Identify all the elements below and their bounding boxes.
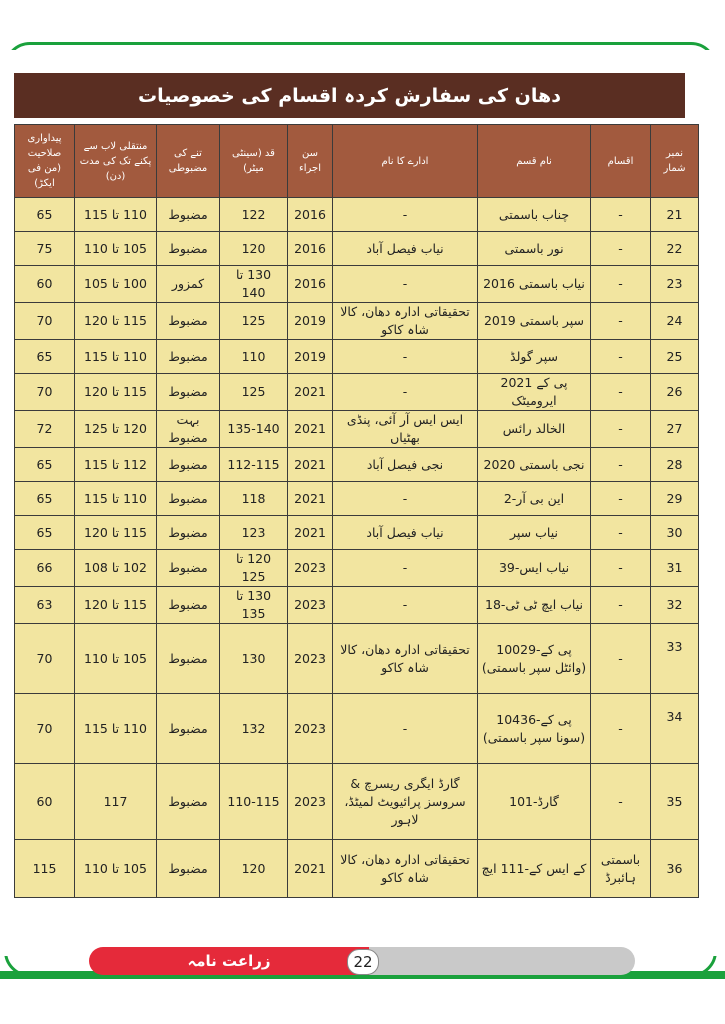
cell-serial: 29 bbox=[651, 482, 699, 516]
cell-yield: 66 bbox=[15, 550, 75, 587]
cell-height: 135-140 bbox=[220, 411, 288, 448]
cell-year: 2023 bbox=[288, 587, 333, 624]
table-row bbox=[15, 303, 699, 340]
cell-year: 2023 bbox=[288, 550, 333, 587]
cell-maturity: 112 تا 115 bbox=[75, 448, 157, 482]
cell-year: 2021 bbox=[288, 411, 333, 448]
cell-height: 110 bbox=[220, 340, 288, 374]
cell-maturity: 110 تا 115 bbox=[75, 694, 157, 764]
cell-serial: 24 bbox=[651, 303, 699, 340]
cell-year: 2021 bbox=[288, 374, 333, 411]
cell-variety: سپر گولڈ bbox=[478, 340, 591, 374]
cell-category: - bbox=[591, 340, 651, 374]
cell-variety: نیاب ایس-39 bbox=[478, 550, 591, 587]
cell-serial: 28 bbox=[651, 448, 699, 482]
cell-height: 120 تا 125 bbox=[220, 550, 288, 587]
cell-lodging: مضبوط bbox=[157, 448, 220, 482]
cell-lodging: مضبوط bbox=[157, 624, 220, 694]
cell-lodging: مضبوط bbox=[157, 840, 220, 898]
cell-institute: نجی فیصل آباد bbox=[333, 448, 478, 482]
table-row bbox=[15, 448, 699, 482]
cell-institute: - bbox=[333, 340, 478, 374]
table-row bbox=[15, 482, 699, 516]
cell-lodging: مضبوط bbox=[157, 764, 220, 840]
header-lodging: تنے کی مضبوطی bbox=[157, 125, 220, 198]
cell-height: 118 bbox=[220, 482, 288, 516]
table-row bbox=[15, 587, 699, 624]
cell-variety: گارڈ-101 bbox=[478, 764, 591, 840]
cell-yield: 63 bbox=[15, 587, 75, 624]
table-row bbox=[15, 694, 699, 764]
cell-serial: 34 bbox=[651, 694, 699, 764]
cell-serial: 25 bbox=[651, 340, 699, 374]
footer-grey-pill bbox=[359, 947, 635, 975]
cell-institute: - bbox=[333, 587, 478, 624]
cell-serial: 21 bbox=[651, 198, 699, 232]
table-row bbox=[15, 232, 699, 266]
cell-yield: 70 bbox=[15, 694, 75, 764]
header-year: سن اجراء bbox=[288, 125, 333, 198]
cell-height: 130 bbox=[220, 624, 288, 694]
cell-category: - bbox=[591, 374, 651, 411]
cell-lodging: مضبوط bbox=[157, 198, 220, 232]
cell-category: - bbox=[591, 232, 651, 266]
cell-category: - bbox=[591, 303, 651, 340]
cell-category: - bbox=[591, 448, 651, 482]
cell-year: 2023 bbox=[288, 624, 333, 694]
cell-height: 120 bbox=[220, 840, 288, 898]
table-row bbox=[15, 266, 699, 303]
cell-institute: - bbox=[333, 198, 478, 232]
cell-institute: ایس ایس آر آئی، پنڈی بھٹیاں bbox=[333, 411, 478, 448]
cell-yield: 60 bbox=[15, 764, 75, 840]
cell-year: 2019 bbox=[288, 340, 333, 374]
cell-category: - bbox=[591, 411, 651, 448]
table-row bbox=[15, 411, 699, 448]
cell-lodging: مضبوط bbox=[157, 516, 220, 550]
cell-year: 2019 bbox=[288, 303, 333, 340]
cell-category: - bbox=[591, 198, 651, 232]
footer-bar bbox=[89, 947, 635, 975]
cell-lodging: بہت مضبوط bbox=[157, 411, 220, 448]
magazine-logo: زراعت نامہ bbox=[187, 952, 271, 970]
cell-maturity: 105 تا 110 bbox=[75, 232, 157, 266]
cell-height: 125 bbox=[220, 374, 288, 411]
cell-lodging: مضبوط bbox=[157, 340, 220, 374]
cell-lodging: مضبوط bbox=[157, 550, 220, 587]
cell-serial: 36 bbox=[651, 840, 699, 898]
cell-maturity: 105 تا 110 bbox=[75, 624, 157, 694]
cell-year: 2016 bbox=[288, 232, 333, 266]
page-title: دھان کی سفارش کردہ اقسام کی خصوصیات bbox=[14, 73, 685, 118]
cell-height: 125 bbox=[220, 303, 288, 340]
cell-institute: تحقیقاتی ادارہ دھان، کالا شاہ کاکو bbox=[333, 840, 478, 898]
cell-height: 130 تا 140 bbox=[220, 266, 288, 303]
table-row bbox=[15, 550, 699, 587]
cell-variety: نیاب باسمتی 2016 bbox=[478, 266, 591, 303]
cell-yield: 115 bbox=[15, 840, 75, 898]
cell-yield: 65 bbox=[15, 482, 75, 516]
cell-height: 122 bbox=[220, 198, 288, 232]
table-row bbox=[15, 764, 699, 840]
cell-variety: نیاب سپر bbox=[478, 516, 591, 550]
cell-maturity: 102 تا 108 bbox=[75, 550, 157, 587]
cell-category: - bbox=[591, 764, 651, 840]
table-row bbox=[15, 840, 699, 898]
cell-variety: نجی باسمتی 2020 bbox=[478, 448, 591, 482]
cell-maturity: 115 تا 120 bbox=[75, 516, 157, 550]
cell-maturity: 105 تا 110 bbox=[75, 840, 157, 898]
cell-variety: چناب باسمتی bbox=[478, 198, 591, 232]
cell-maturity: 120 تا 125 bbox=[75, 411, 157, 448]
cell-serial: 35 bbox=[651, 764, 699, 840]
cell-yield: 72 bbox=[15, 411, 75, 448]
cell-variety: این بی آر-2 bbox=[478, 482, 591, 516]
cell-serial: 33 bbox=[651, 624, 699, 694]
cell-category: - bbox=[591, 266, 651, 303]
cell-height: 112-115 bbox=[220, 448, 288, 482]
header-height: قد (سینٹی میٹر) bbox=[220, 125, 288, 198]
cell-height: 132 bbox=[220, 694, 288, 764]
cell-maturity: 115 تا 120 bbox=[75, 303, 157, 340]
cell-year: 2016 bbox=[288, 198, 333, 232]
header-serial: نمبر شمار bbox=[651, 125, 699, 198]
cell-yield: 75 bbox=[15, 232, 75, 266]
cell-variety: سپر باسمتی 2019 bbox=[478, 303, 591, 340]
cell-variety: کے ایس کے-111 ایچ bbox=[478, 840, 591, 898]
cell-yield: 60 bbox=[15, 266, 75, 303]
cell-lodging: کمزور bbox=[157, 266, 220, 303]
cell-year: 2021 bbox=[288, 482, 333, 516]
cell-year: 2023 bbox=[288, 694, 333, 764]
cell-yield: 70 bbox=[15, 624, 75, 694]
header-category: اقسام bbox=[591, 125, 651, 198]
cell-category: - bbox=[591, 624, 651, 694]
cell-category: - bbox=[591, 694, 651, 764]
cell-yield: 65 bbox=[15, 340, 75, 374]
cell-serial: 26 bbox=[651, 374, 699, 411]
varieties-table bbox=[14, 124, 699, 898]
cell-maturity: 117 bbox=[75, 764, 157, 840]
cell-category: - bbox=[591, 550, 651, 587]
cell-lodging: مضبوط bbox=[157, 303, 220, 340]
cell-height: 130 تا 135 bbox=[220, 587, 288, 624]
cell-institute: تحقیقاتی ادارہ دھان، کالا شاہ کاکو bbox=[333, 303, 478, 340]
cell-height: 120 bbox=[220, 232, 288, 266]
cell-serial: 32 bbox=[651, 587, 699, 624]
cell-institute: گارڈ ایگری ریسرچ & سروسز پرائیویٹ لمیٹڈ، لاہور bbox=[333, 764, 478, 840]
cell-serial: 31 bbox=[651, 550, 699, 587]
cell-lodging: مضبوط bbox=[157, 482, 220, 516]
table-row bbox=[15, 516, 699, 550]
cell-institute: - bbox=[333, 266, 478, 303]
cell-variety: پی کے 2021 ایرومیٹک bbox=[478, 374, 591, 411]
cell-yield: 65 bbox=[15, 198, 75, 232]
cell-category: باسمتی ہائبرڈ bbox=[591, 840, 651, 898]
cell-yield: 65 bbox=[15, 448, 75, 482]
cell-lodging: مضبوط bbox=[157, 587, 220, 624]
cell-year: 2021 bbox=[288, 448, 333, 482]
table-row bbox=[15, 198, 699, 232]
cell-serial: 30 bbox=[651, 516, 699, 550]
cell-category: - bbox=[591, 482, 651, 516]
cell-serial: 22 bbox=[651, 232, 699, 266]
cell-institute: - bbox=[333, 694, 478, 764]
header-yield: پیداواری صلاحیت (من فی ایکڑ) bbox=[15, 125, 75, 198]
cell-height: 123 bbox=[220, 516, 288, 550]
cell-institute: - bbox=[333, 482, 478, 516]
cell-variety: پی کے-10436 (سونا سپر باسمتی) bbox=[478, 694, 591, 764]
cell-lodging: مضبوط bbox=[157, 374, 220, 411]
cell-maturity: 100 تا 105 bbox=[75, 266, 157, 303]
cell-variety: الخالد رائس bbox=[478, 411, 591, 448]
header-variety: نام قسم bbox=[478, 125, 591, 198]
cell-yield: 70 bbox=[15, 303, 75, 340]
cell-serial: 27 bbox=[651, 411, 699, 448]
cell-lodging: مضبوط bbox=[157, 694, 220, 764]
cell-maturity: 110 تا 115 bbox=[75, 198, 157, 232]
table-row bbox=[15, 374, 699, 411]
cell-yield: 70 bbox=[15, 374, 75, 411]
cell-year: 2023 bbox=[288, 764, 333, 840]
header-row bbox=[15, 125, 699, 198]
cell-variety: نیاب ایچ ٹی ٹی-18 bbox=[478, 587, 591, 624]
header-institute: ادارے کا نام bbox=[333, 125, 478, 198]
cell-institute: - bbox=[333, 374, 478, 411]
cell-height: 110-115 bbox=[220, 764, 288, 840]
cell-category: - bbox=[591, 516, 651, 550]
cell-maturity: 115 تا 120 bbox=[75, 587, 157, 624]
cell-year: 2016 bbox=[288, 266, 333, 303]
cell-year: 2021 bbox=[288, 840, 333, 898]
cell-serial: 23 bbox=[651, 266, 699, 303]
cell-institute: تحقیقاتی ادارہ دھان، کالا شاہ کاکو bbox=[333, 624, 478, 694]
cell-institute: - bbox=[333, 550, 478, 587]
cell-variety: نور باسمتی bbox=[478, 232, 591, 266]
cell-maturity: 115 تا 120 bbox=[75, 374, 157, 411]
cell-maturity: 110 تا 115 bbox=[75, 482, 157, 516]
cell-institute: نیاب فیصل آباد bbox=[333, 232, 478, 266]
cell-variety: پی کے-10029 (وائٹل سپر باسمتی) bbox=[478, 624, 591, 694]
table-row bbox=[15, 624, 699, 694]
table-row bbox=[15, 340, 699, 374]
cell-lodging: مضبوط bbox=[157, 232, 220, 266]
cell-maturity: 110 تا 115 bbox=[75, 340, 157, 374]
page-number: 22 bbox=[347, 949, 379, 975]
cell-year: 2021 bbox=[288, 516, 333, 550]
header-maturity: منتقلی لاب سے پکنے تک کی مدت (دن) bbox=[75, 125, 157, 198]
cell-yield: 65 bbox=[15, 516, 75, 550]
cell-category: - bbox=[591, 587, 651, 624]
cell-institute: نیاب فیصل آباد bbox=[333, 516, 478, 550]
